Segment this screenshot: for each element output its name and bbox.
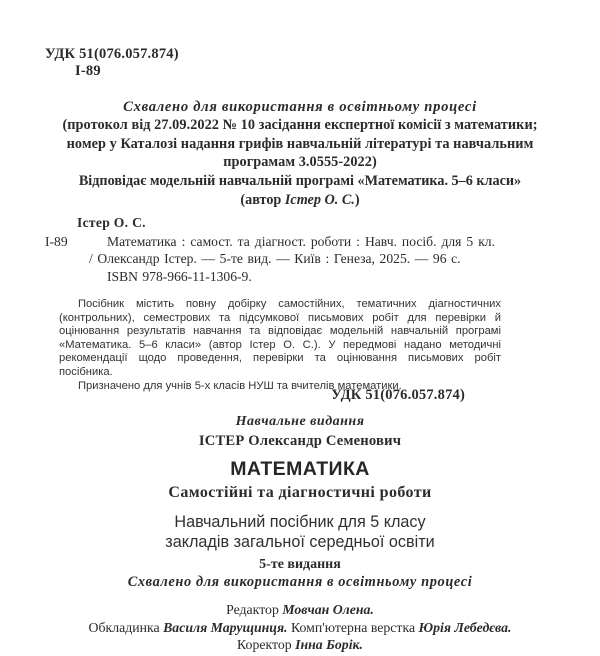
program-author-prefix: (автор — [240, 191, 285, 208]
shelf-mark: I-89 — [75, 63, 101, 79]
biblio-shelf-mark: I-89 — [45, 233, 68, 249]
imprint-kind: Навчальне видання — [235, 414, 365, 429]
credits-proofreader-name: Інна Борік. — [295, 637, 363, 652]
annotation-paragraph-2: Призначено для учнів 5-х класів НУШ та вчителів математики. — [78, 379, 402, 392]
approval-block — [38, 98, 562, 171]
udk-repeat: УДК 51(076.057.874) — [331, 387, 465, 403]
approval-line-1: (протокол від 27.09.2022 № 10 засідання експертної комісії з математики; — [62, 117, 538, 134]
credits-layout-role: Комп'ютерна верстка — [287, 619, 419, 635]
page-title: МАТЕМАТИКА — [230, 458, 370, 480]
program-author-line — [38, 191, 562, 210]
page-subtitle: Самостійні та діагностичні роботи — [168, 484, 432, 501]
approval-line-2: номер у Каталозі надання грифів навчальній літературі та навчальним — [66, 135, 534, 152]
credits-editor-role: Редактор — [226, 602, 283, 617]
program-author-name: Істер О. С. — [284, 191, 355, 208]
credits-proofreader-line — [0, 636, 600, 654]
credits-proofreader-role: Коректор — [237, 637, 296, 652]
credits-cover-layout-line — [0, 619, 600, 637]
credits-block — [0, 601, 600, 654]
credits-cover-name: Василя Марущинця. — [163, 619, 288, 635]
biblio-isbn: ISBN 978-966-11-1306-9. — [107, 268, 252, 284]
biblio-entry-body: Математика : самост. та діагност. роботи : Навч. посіб. для 5 кл. / Олександр Істер. — 5-те вид. — Київ : Генеза, 2025. — 96 с. — [89, 233, 495, 267]
program-correspondence-block — [38, 172, 562, 209]
udk-header-block — [45, 46, 179, 80]
program-author-suffix: ) — [354, 191, 360, 208]
credits-editor-name: Мовчан Олена. — [282, 602, 374, 617]
program-line: Відповідає модельній навчальній програмі «Математика. 5–6 класи» — [78, 173, 522, 189]
credits-layout-name: Юрія Лебедєва. — [418, 619, 512, 635]
edition-statement: 5-те видання — [259, 557, 341, 572]
udk-code: УДК 51(076.057.874) — [45, 46, 179, 62]
biblio-entry-text — [89, 233, 495, 268]
biblio-author: Істер О. С. — [77, 215, 146, 230]
description-line-1: Навчальний посібник для 5 класу — [174, 513, 426, 531]
credits-editor-line — [0, 601, 600, 619]
approval-heading: Схвалено для використання в освітньому процесі — [123, 99, 477, 115]
credits-cover-role: Обкладинка — [88, 619, 164, 635]
publication-description — [0, 512, 600, 552]
approval-statement-repeat: Схвалено для використання в освітньому процесі — [127, 574, 473, 590]
description-line-2: закладів загальної середньої освіти — [165, 533, 435, 551]
imprint-author: ІСТЕР Олександр Семенович — [198, 433, 402, 449]
annotation-paragraph-1: Посібник містить повну добірку самостійних, тематичних діагностичних (контрольних), семестрових та підсумкової письмових робіт для перевірки й оцінювання результатів навчання та відповідає модельній навчальній програмі «Математика. 5–6 класи» (автор Істер О. С.). У передмові надано методичні рекомендації щодо проведення, перевірки та оцінювання письмових робіт посібника. — [59, 298, 501, 378]
approval-line-3: програмам 3.0555-2022) — [223, 153, 377, 170]
bibliographic-record — [45, 214, 495, 285]
biblio-entry-wrapper — [45, 233, 495, 286]
annotation-block — [59, 298, 501, 393]
